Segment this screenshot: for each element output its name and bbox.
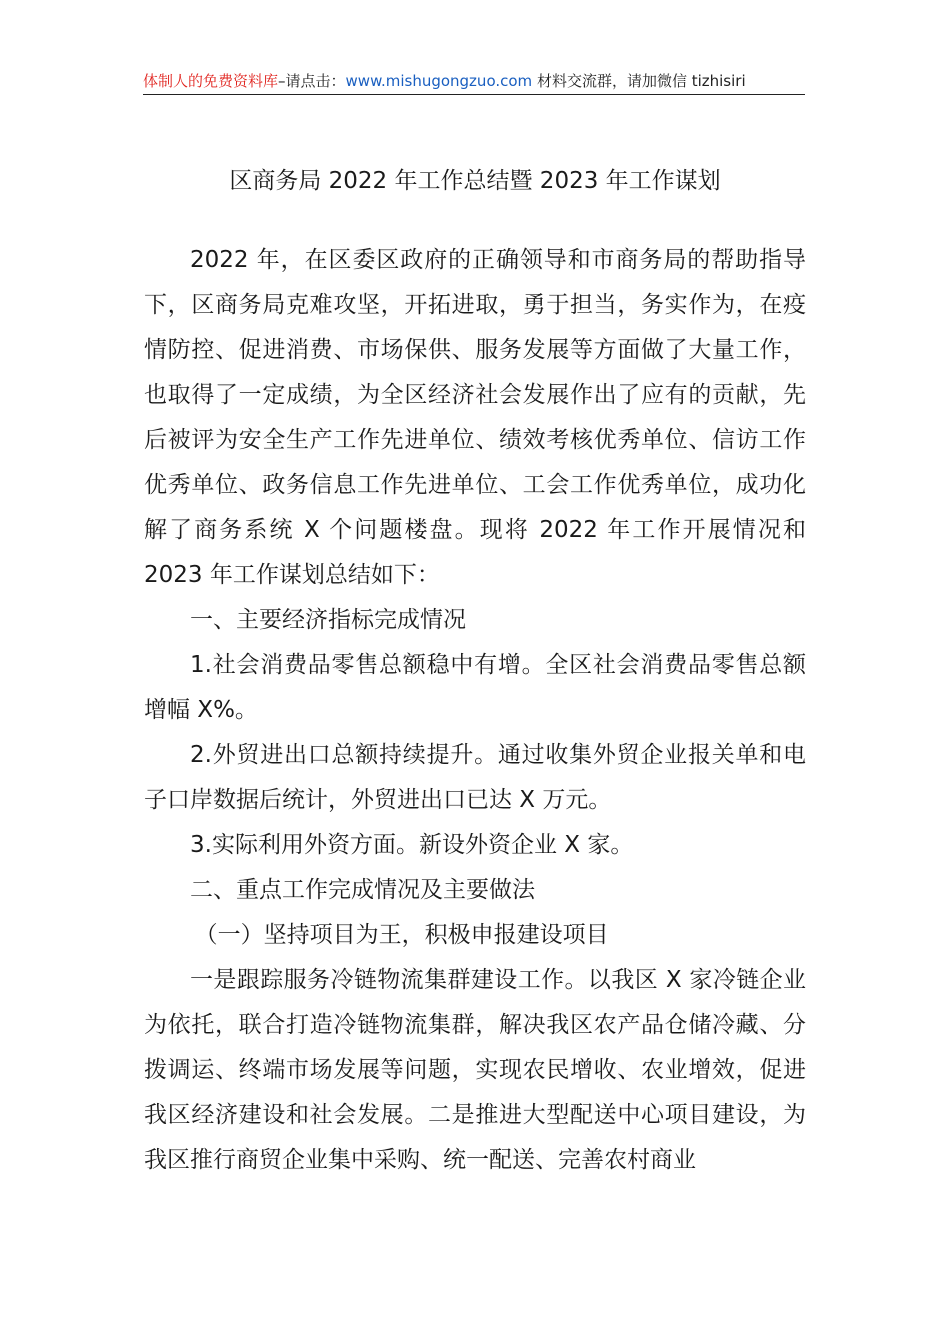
section-heading-2: 二、重点工作完成情况及主要做法 bbox=[190, 877, 535, 903]
indicator-item-2: 2.外贸进出口总额持续提升。通过收集外贸企业报关单和电子口岸数据后统计，外贸进出口已达 X 万元。 bbox=[144, 742, 806, 813]
header-brand: 体制人的免费资料库 bbox=[143, 72, 279, 90]
header-prompt: –请点击： bbox=[278, 72, 346, 90]
header-contact-text: 材料交流群，请加微信 tizhisiri bbox=[532, 72, 746, 90]
project-paragraph: 一是跟踪服务冷链物流集群建设工作。以我区 X 家冷链企业为依托，联合打造冷链物流集群，解决我区农产品仓储冷藏、分拨调运、终端市场发展等问题，实现农民增收、农业增效，促进我区经济建设和社会发展。二是推进大型配送中心项目建设，为我区推行商贸企业集中采购、统一配送、完善农村商业 bbox=[144, 967, 806, 1173]
document-title: 区商务局 2022 年工作总结暨 2023 年工作谋划 bbox=[229, 168, 721, 194]
section-heading-1: 一、主要经济指标完成情况 bbox=[190, 607, 466, 633]
page-header-banner bbox=[143, 68, 805, 95]
intro-paragraph: 2022 年，在区委区政府的正确领导和市商务局的帮助指导下，区商务局克难攻坚，开拓进取，勇于担当，务实作为，在疫情防控、促进消费、市场保供、服务发展等方面做了大量工作，也取得了一定成绩，为全区经济社会发展作出了应有的贡献，先后被评为安全生产工作先进单位、绩效考核优秀单位、信访工作优秀单位、政务信息工作先进单位、工会工作优秀单位，成功化解了商务系统 X 个问题楼盘。现将 2022 年工作开展情况和 2023 年工作谋划总结如下： bbox=[144, 247, 806, 588]
document-body bbox=[144, 238, 806, 1183]
subsection-heading-1: （一）坚持项目为王，积极申报建设项目 bbox=[194, 922, 609, 948]
indicator-item-3: 3.实际利用外资方面。新设外资企业 X 家。 bbox=[190, 832, 634, 858]
indicator-item-1: 1.社会消费品零售总额稳中有增。全区社会消费品零售总额增幅 X%。 bbox=[144, 652, 806, 723]
header-website-link[interactable]: www.mishugongzuo.com bbox=[345, 72, 533, 90]
